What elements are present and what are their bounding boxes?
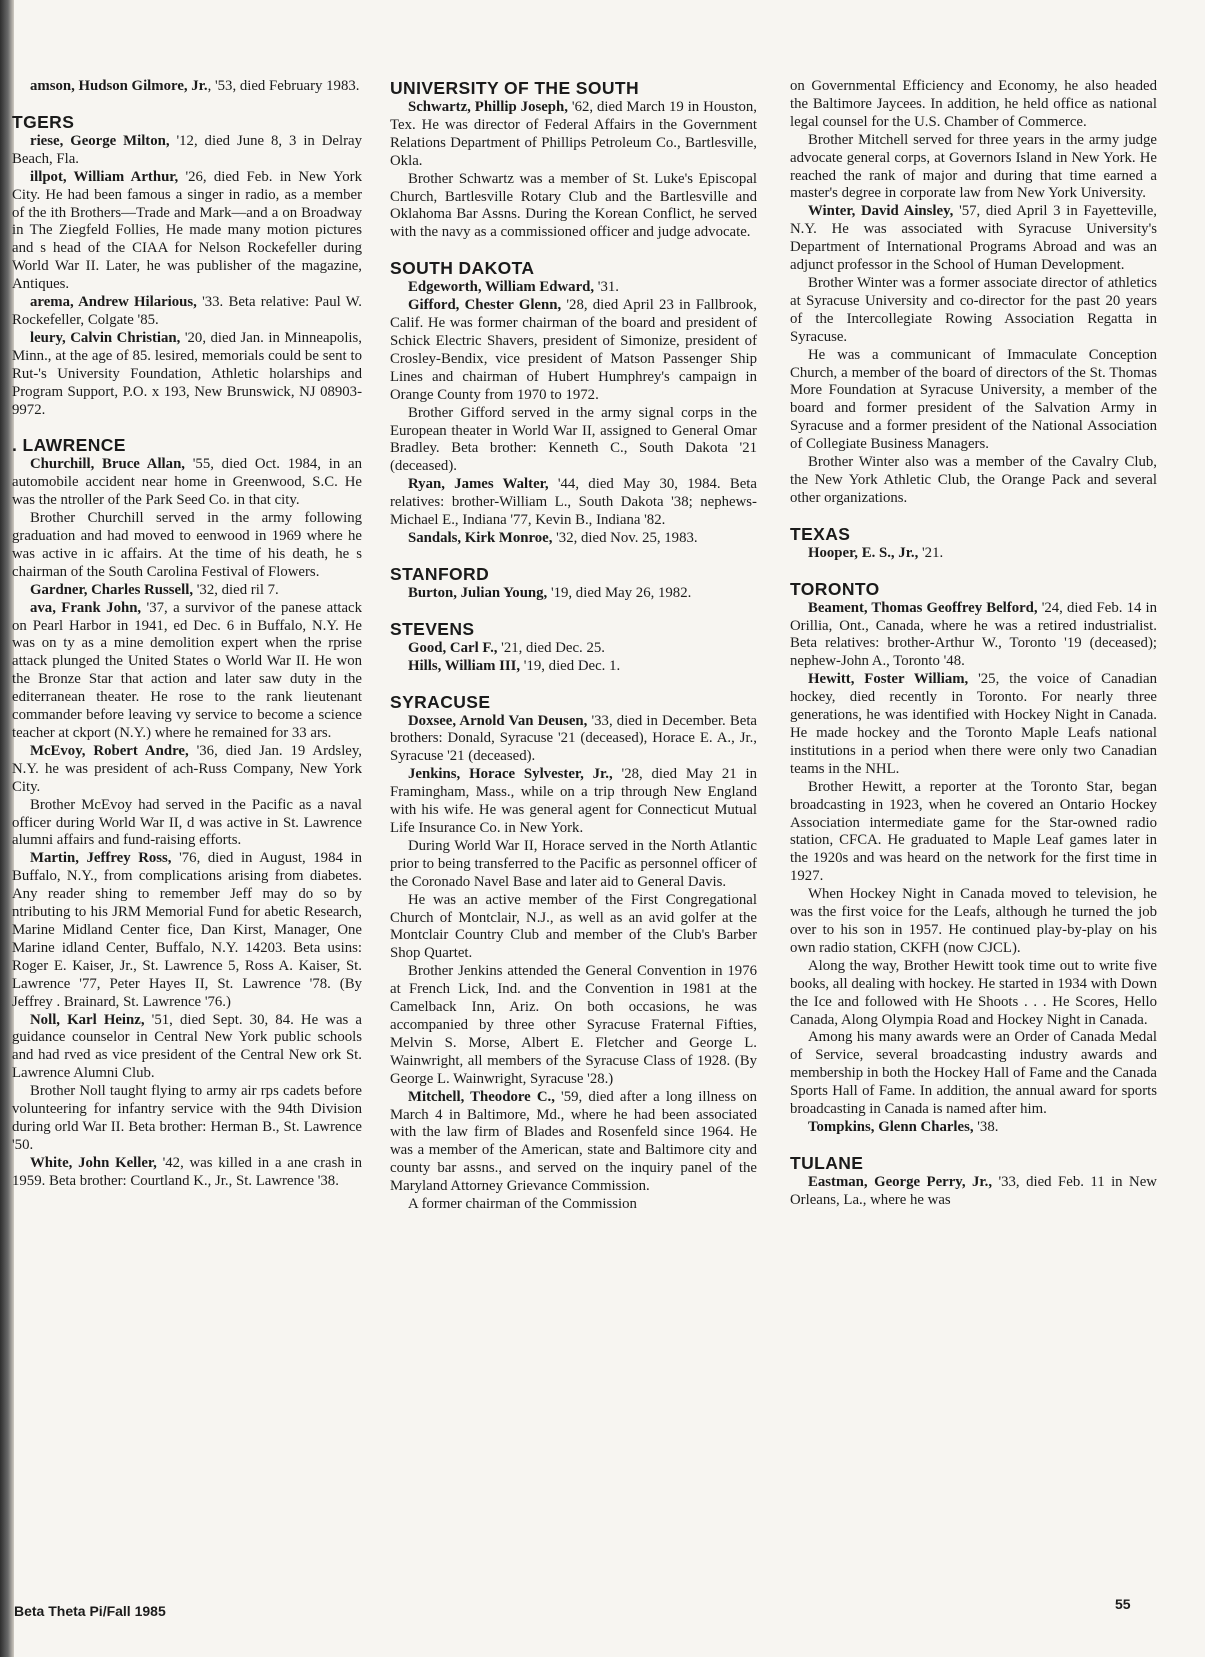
entry-text: '20, died Jan. in Minneapolis, Minn., at the age of 85. lesired, memorials could be sent to Rut-'s University Foundation, Athletic holarships and Program Support, P.O. x 193, New Brunswick, NJ 08903-9972. [12,329,363,418]
entry-name: White, John Keller, [30,1154,157,1171]
entry-text: '59, died after a long illness on March 4 in Baltimore, Md., where he had been associated with the law firm of Blades and Rosenfeld since 1964. He was a member of the American, state and Baltimore city and county bar assns., and served on the inquiry panel of the Maryland Attorney Grievance Commission. [390,1088,757,1195]
obituary-entry [390,766,757,838]
entry-name: Churchill, Bruce Allan, [30,456,185,473]
entry-text: '28, died May 21 in Framingham, Mass., while on a trip through New England with his wife. He was general agent for Connecticut Mutual Life Insurance Co. in New York. [390,766,757,836]
entry-paragraph: Along the way, Brother Hewitt took time out to write five books, all dealing with hockey. He started in 1934 with Down the Ice and followed with He Shoots . . . He Scores, Hello Canada, Along Olympia Road and Hockey Night in Canada. [790,957,1157,1028]
entry-paragraph: Brother Schwartz was a member of St. Luke's Episcopal Church, Bartlesville Rotary Club and the Bartlesville and Oklahoma Bar Assns. During the Korean Conflict, he served with the navy as a commissioned officer and judge advocate. [390,170,757,241]
entry-text: '26, died Feb. in New York City. He had been famous a singer in radio, as a member of the ith Brothers—Trade and Mark—and a on Broadway in The Ziegfeld Follies, He made many motion pictures and s head of the CIAA for Nelson Rockefeller during World War II. Later, he was publisher of the magazine, Antiques. [12,168,362,293]
entry-text: '19, died May 26, 1982. [547,584,692,601]
entry-paragraph: Among his many awards were an Order of Canada Medal of Service, several broadcasting industry awards and membership in both the Hockey Hall of Fame and the Canada Sports Hall of Fame. In addition, the annual award for sports broadcasting in Canada is named after him. [790,1029,1157,1118]
obituary-entry [12,850,362,1011]
section-heading: TEXAS [790,523,851,544]
entry-text: '33, died in December. Beta brothers: Donald, Syracuse '21 (deceased), Horace E. A., Jr., Syracuse '21 (deceased). [390,712,757,765]
entry-name: Beament, Thomas Geoffrey Belford, [808,599,1038,616]
obituary-entry [790,600,1157,672]
obituary-entry [790,1174,1157,1210]
entry-name: Schwartz, Phillip Joseph, [408,99,568,115]
entry-name: riese, George Milton, [30,132,170,149]
obituary-entry [790,203,1157,275]
entry-text: '37, a survivor of the panese attack on Pearl Harbor in 1941, ed Dec. 6 in Buffalo, N.Y. He was on ty as a mine demolition expert when the rprise attack plunged the United States o World War II. He won the Bronze Star that action and later saw duty in the editerranean theater. He rose to the rank lieutenant commander before leaving vy service to become a science teacher at ckport (N.Y.) where he remained for 33 ars. [12,599,362,741]
entry-text: '25, the voice of Canadian hockey, died recently in Toronto. For nearly three generations, he was identified with Hockey Night in Canada. He made hockey and the Toronto Maple Leafs national institutions in a period when there were only two Canadian teams in the NHL. [790,671,1158,777]
entry-paragraph: When Hockey Night in Canada moved to television, he was the first voice for the Leafs, although he turned the job over to his son in 1957. He continued play-by-play on his own radio station, CKFH (now CJCL). [790,886,1157,956]
obituary-entry [390,99,757,171]
obituary-entry [12,1155,362,1191]
entry-paragraph: A former chairman of the Commission [408,1196,637,1213]
entry-name: Gardner, Charles Russell, [30,581,194,598]
page-number: 55 [1115,1596,1131,1612]
entry-name: Mitchell, Theodore C., [408,1088,555,1105]
entry-text: '21, died Dec. 25. [497,639,605,656]
entry-name: McEvoy, Robert Andre, [30,742,189,759]
section-heading: TULANE [790,1152,864,1173]
entry-text: '44, died May 30, 1984. Beta relatives: brother-William L., South Dakota '38; nephews-Michael E., Indiana '77, Kevin B., Indiana '82. [390,476,757,529]
section-heading: SYRACUSE [390,691,491,712]
obituary-entry [12,456,362,510]
entry-text: '32, died Nov. 25, 1983. [552,529,698,546]
entry-paragraph: Brother Gifford served in the army signal corps in the European theater in World War II, assigned to General Omar Bradley. Beta brother: Kenneth C., South Dakota '21 (deceased). [390,404,757,475]
entry-text: , '53, died February 1983. [207,78,360,94]
entry-paragraph: Brother Churchill served in the army following graduation and had moved to eenwood in 1969 where he was active in ic affairs. At the time of his death, he s chairman of the South Carolina Festival of Flowers. [12,510,362,580]
obituary-entry [790,545,1157,563]
entry-name: Sandals, Kirk Monroe, [408,529,553,546]
entry-paragraph: He was a communicant of Immaculate Conception Church, a member of the board of directors of the St. Thomas More Foundation at Syracuse University, a member of the board and former president of the Salvation Army in Syracuse and a former president of the National Association of Collegiate Business Managers. [790,346,1157,453]
entry-text: '55, died Oct. 1984, in an automobile accident near home in Greenwood, S.C. He was the ntroller of the Park Seed Co. in that city. [12,456,362,509]
entry-name: Tompkins, Glenn Charles, [808,1118,974,1135]
entry-name: Martin, Jeffrey Ross, [30,850,172,867]
section-heading: TORONTO [790,578,880,599]
entry-text: '76, died in August, 1984 in Buffalo, N.Y., from complications arising from diabetes. Any reader shing to remember Jeff may do so by ntributing to his JRM Memorial Fund for abetic Research, Marine Midland Center fice, Dan Kirst, Manager, One Marine idland Center, Buffalo, N.Y. 14203. Beta usins: Roger E. Kaiser, Jr., St. Lawrence 5, Ross A. Kaiser, St. Lawrence '77, Peter Hayes II, St. Lawrence '78. (By Jeffrey . Brainard, St. Lawrence '76.) [12,850,362,1010]
entry-text: '24, died Feb. 14 in Orillia, Ont., Canada, where he was a retired industrialist. Beta relatives: brother-Arthur W., Toronto '19 (deceased); nephew-John A., Toronto '48. [790,599,1157,670]
obituary-entry [390,476,757,530]
entry-name: Hooper, E. S., Jr., [808,544,919,561]
obituary-entry [12,582,362,600]
obituary-entry [12,1012,362,1084]
obituary-entry [390,279,757,297]
entry-paragraph: on Governmental Efficiency and Economy, he also headed the Baltimore Jaycees. In addition, he held office as national legal counsel for the U.S. Chamber of Commerce. [790,78,1157,130]
entry-text: '21. [918,544,944,561]
entry-text: '38. [973,1118,999,1135]
entry-paragraph: He was an active member of the First Congregational Church of Montclair, N.J., as well as an avid golfer at the Montclair Country Club and member of the Club's Barber Shop Quartet. [390,891,757,962]
obituary-entry [12,600,362,743]
entry-text: '51, died Sept. 30, 84. He was a guidance counselor in Central New York public schools and had rved as vice president of the Central New ork St. Lawrence Alumni Club. [12,1011,362,1082]
footer-publication: Beta Theta Pi/Fall 1985 [14,1603,166,1619]
entry-name: Edgeworth, William Edward, [408,279,595,296]
obituary-entry [12,330,362,420]
entry-paragraph: Brother Winter also was a member of the Cavalry Club, the New York Athletic Club, the Orange Pack and several other organizations. [790,454,1157,506]
obituary-entry [390,640,757,658]
entry-name: Hills, William III, [408,657,521,674]
entry-text: '62, died March 19 in Houston, Tex. He was director of Federal Affairs in the Government Relations Department of Phillips Petroleum Co., Bartlesville, Okla. [390,99,757,169]
section-heading: UNIVERSITY OF THE SOUTH [390,78,640,98]
obituary-entry [390,1089,757,1196]
entry-name: Ryan, James Walter, [408,476,549,493]
entry-paragraph: Brother Noll taught flying to army air rps cadets before volunteering for infantry service with the 94th Division during orld War II. Beta brother: Herman B., St. Lawrence '50. [12,1083,362,1153]
section-heading: STEVENS [390,618,475,639]
column-left [6,78,362,1191]
entry-name: Jenkins, Horace Sylvester, Jr., [408,766,613,783]
obituary-entry [12,169,362,294]
entry-name: Winter, David Ainsley, [808,203,954,220]
entry-name: Gifford, Chester Glenn, [408,297,562,314]
entry-name: Burton, Julian Young, [408,584,548,601]
entry-paragraph: Brother Mitchell served for three years in the army judge advocate general corps, at Governors Island in New York. He reached the rank of major and during that time earned a master's degree in corporate law from New York University. [790,131,1157,202]
entry-name: Good, Carl F., [408,639,498,656]
obituary-entry [790,1119,1157,1137]
section-heading: SOUTH DAKOTA [390,258,535,279]
entry-name: arema, Andrew Hilarious, [30,294,197,311]
entry-paragraph: Brother Winter was a former associate director of athletics at Syracuse University and co-director for the past 20 years of the Intercollegiate Rowing Association Regatta in Syracuse. [790,274,1157,345]
entry-text: '28, died April 23 in Fallbrook, Calif. He was former chairman of the board and president of Schick Electric Shavers, president of Simonize, president of Crosley-Bendix, vice president of Matson Passenger Ship Lines and chairman of Hubert Humphrey's campaign in Orange County from 1970 to 1972. [390,297,758,403]
entry-name: amson, Hudson Gilmore, Jr. [30,78,208,94]
column-right [790,78,1157,1210]
column-middle [390,78,757,1214]
entry-text: '31. [594,279,619,296]
entry-text: '33, died Feb. 11 in New Orleans, La., where he was [790,1173,1157,1208]
entry-paragraph: During World War II, Horace served in the North Atlantic prior to being transferred to the Pacific as personnel officer of the Coronado Navel Base and later aid to General Davis. [390,837,757,890]
entry-text: '36, died Jan. 19 Ardsley, N.Y. he was president of ach-Russ Company, New York City. [12,742,363,795]
obituary-entry [12,743,362,797]
obituary-entry [12,133,362,169]
obituary-entry [390,658,757,676]
obituary-entry [390,713,757,767]
entry-name: Eastman, George Perry, Jr., [808,1173,993,1190]
section-heading: TGERS [12,111,75,132]
entry-name: illpot, William Arthur, [30,168,179,185]
entry-text: '12, died June 8, 3 in Delray Beach, Fla. [12,132,363,167]
section-heading: . LAWRENCE [12,435,126,456]
entry-text: '19, died Dec. 1. [520,657,621,674]
obituary-entry [790,671,1157,778]
entry-name: leury, Calvin Christian, [30,329,181,346]
entry-paragraph: Brother McEvoy had served in the Pacific as a naval officer during World War II, d was active in St. Lawrence alumni affairs and fund-raising efforts. [12,796,362,849]
obituary-entry [390,585,757,603]
entry-paragraph: Brother Jenkins attended the General Convention in 1976 at French Lick, Ind. and the Convention in 1981 at the Camelback Inn, Ariz. On both occasions, he was accompanied by three other Syracuse Fraternal Fifties, Melvin S. Morse, Albert E. Fletcher and George L. Wainwright, all members of the Syracuse Class of 1928. (By George L. Wainwright, Syracuse '28.) [390,963,757,1087]
entry-paragraph: Brother Hewitt, a reporter at the Toronto Star, began broadcasting in 1923, when he covered an Ontario Hockey Association intermediate game for the Star-owned radio station, CFCA. He graduated to Maple Leaf games later in the 1920s and was heard on the network for the first time in 1927. [790,778,1157,885]
section-heading: STANFORD [390,563,490,584]
obituary-entry [390,297,757,404]
entry-text: '32, died ril 7. [193,581,279,598]
entry-text: '57, died April 3 in Fayetteville, N.Y. He was associated with Syracuse University's Department of International Programs Abroad and was an adjunct professor in the School of Human Development. [790,203,1157,274]
obituary-entry [12,294,362,330]
entry-name: Noll, Karl Heinz, [30,1011,145,1028]
entry-text: '42, was killed in a ane crash in 1959. Beta brother: Courtland K., Jr., St. Lawrence '38. [12,1154,363,1189]
entry-text: '33. Beta relative: Paul W. Rockefeller, Colgate '85. [12,294,362,328]
entry-name: Hewitt, Foster William, [808,671,969,688]
entry-name: Doxsee, Arnold Van Deusen, [408,712,588,729]
obituary-entry [12,78,362,96]
entry-name: ava, Frank John, [30,599,142,616]
obituary-entry [390,530,757,548]
